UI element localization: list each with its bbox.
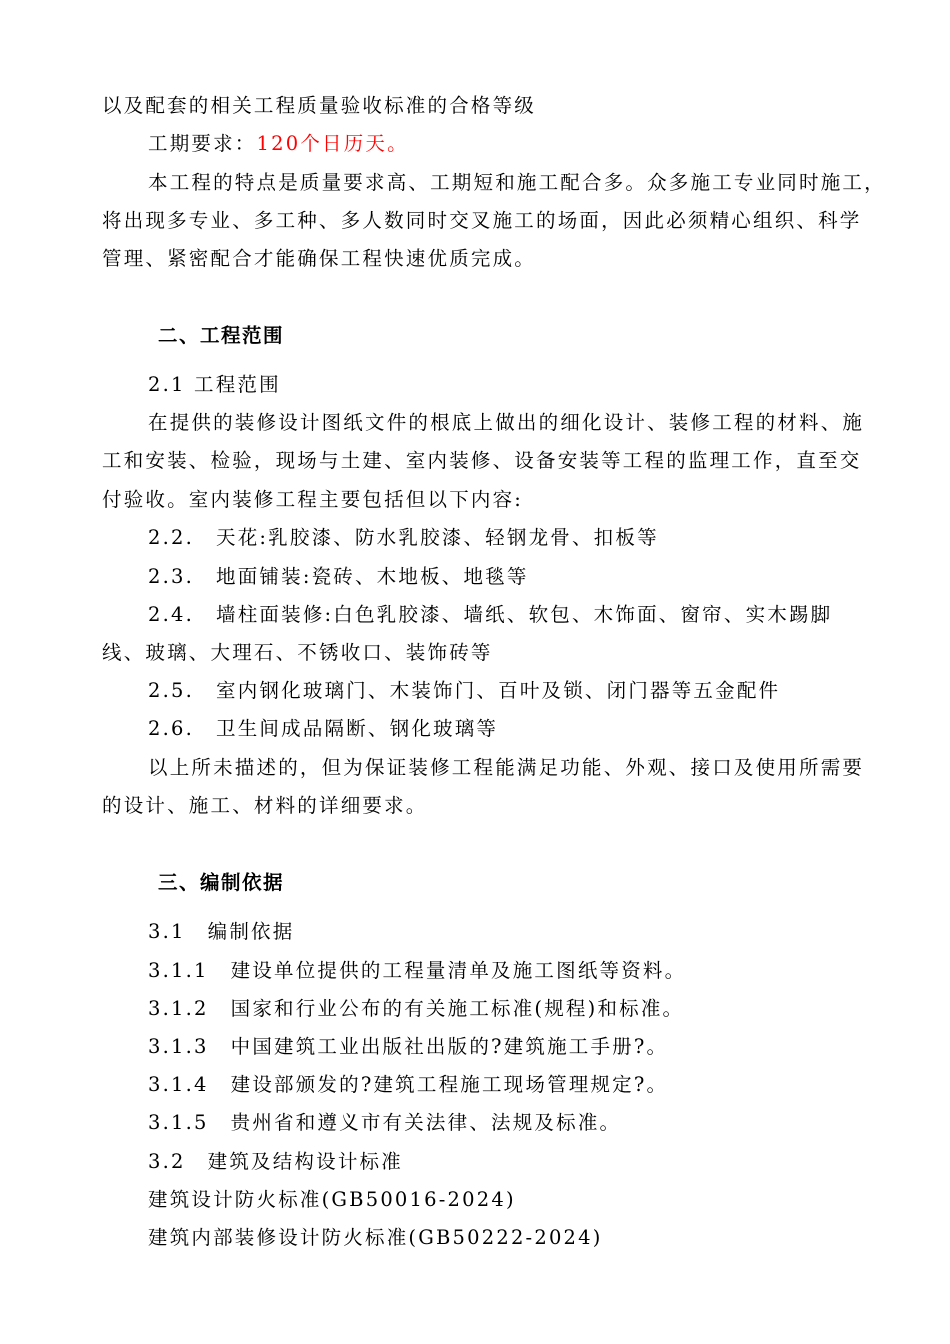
scope-item [148,602,918,628]
subsection-2-1 [148,372,918,398]
basis-item-text: 国家和行业公布的有关施工标准(规程)和标准。 [230,997,685,1020]
closing-para-line-2: 的设计、施工、材料的详细要求。 [102,794,428,817]
feature-para-line-1: 本工程的特点是质量要求高、工期短和施工配合多。众多施工专业同时施工， [148,171,886,194]
scope-item [148,564,918,590]
scope-item-number: 2.6. [148,717,195,740]
section-2-heading: 二、工程范围 [158,324,285,347]
basis-item [148,958,918,984]
subsection-3-2-title: 建筑及结构设计标准 [207,1150,403,1173]
scope-para-line-3: 付验收。室内装修工程主要包括但以下内容: [102,488,524,511]
subsection-3-1 [148,919,918,945]
subsection-2-1-number: 2.1 [148,373,186,396]
basis-item-text: 建设部颁发的?建筑工程施工现场管理规定?。 [230,1073,669,1096]
subsection-3-1-number: 3.1 [148,920,186,943]
schedule-label: 工期要求： [148,132,257,155]
basis-item-text: 中国建筑工业出版社出版的?建筑施工手册?。 [230,1035,669,1058]
basis-item-number: 3.1.3 [148,1035,209,1058]
feature-para-line-2: 将出现多专业、多工种、多人数同时交叉施工的场面，因此必须精心组织、科学 [102,209,862,232]
section-3-heading: 三、编制依据 [158,871,285,894]
basis-item-number: 3.1.4 [148,1073,209,1096]
basis-item [148,1110,918,1136]
basis-item-number: 3.1.1 [148,959,209,982]
basis-item [148,1034,918,1060]
basis-item-text: 贵州省和遵义市有关法律、法规及标准。 [230,1111,622,1134]
standard-item: 建筑设计防火标准(GB50016-2024) [148,1188,516,1211]
scope-item-number: 2.3. [148,565,195,588]
scope-item-text: 地面铺装:瓷砖、木地板、地毯等 [216,565,529,588]
scope-item [148,678,918,704]
feature-para-line-3: 管理、紧密配合才能确保工程快速优质完成。 [102,247,537,270]
closing-para-line-1: 以上所未描述的，但为保证装修工程能满足功能、外观、接口及使用所需要 [148,756,865,779]
scope-item-number: 2.2. [148,526,195,549]
scope-item-text: 天花:乳胶漆、防水乳胶漆、轻钢龙骨、扣板等 [216,526,659,549]
scope-item-number: 2.4. [148,603,195,626]
scope-item-text: 卫生间成品隔断、钢化玻璃等 [216,717,499,740]
basis-item-text: 建设单位提供的工程量清单及施工图纸等资料。 [230,959,687,982]
scope-item [148,525,918,551]
basis-item-number: 3.1.2 [148,997,209,1020]
subsection-3-1-title: 编制依据 [207,920,295,943]
subsection-3-2-number: 3.2 [148,1150,186,1173]
scope-item-number: 2.5. [148,679,195,702]
scope-para-line-1: 在提供的装修设计图纸文件的根底上做出的细化设计、装修工程的材料、施 [148,411,865,434]
subsection-3-2 [148,1149,918,1175]
scope-item-text: 室内钢化玻璃门、木装饰门、百叶及锁、闭门器等五金配件 [216,679,781,702]
schedule-value: 120个日历天。 [256,132,409,155]
basis-item [148,996,918,1022]
basis-item [148,1072,918,1098]
scope-item-continuation: 线、玻璃、大理石、不锈收口、装饰砖等 [102,641,493,664]
scope-para-line-2: 工和安装、检验，现场与土建、室内装修、设备安装等工程的监理工作，直至交 [102,449,862,472]
standard-item: 建筑内部装修设计防火标准(GB50222-2024) [148,1226,603,1249]
subsection-2-1-title: 工程范围 [194,373,281,396]
scope-item [148,716,918,742]
basis-item-number: 3.1.5 [148,1111,209,1134]
schedule-line [148,131,918,157]
scope-item-text: 墙柱面装修:白色乳胶漆、墙纸、软包、木饰面、窗帘、实木踢脚 [216,603,833,626]
intro-continuation: 以及配套的相关工程质量验收标准的合格等级 [102,94,537,117]
